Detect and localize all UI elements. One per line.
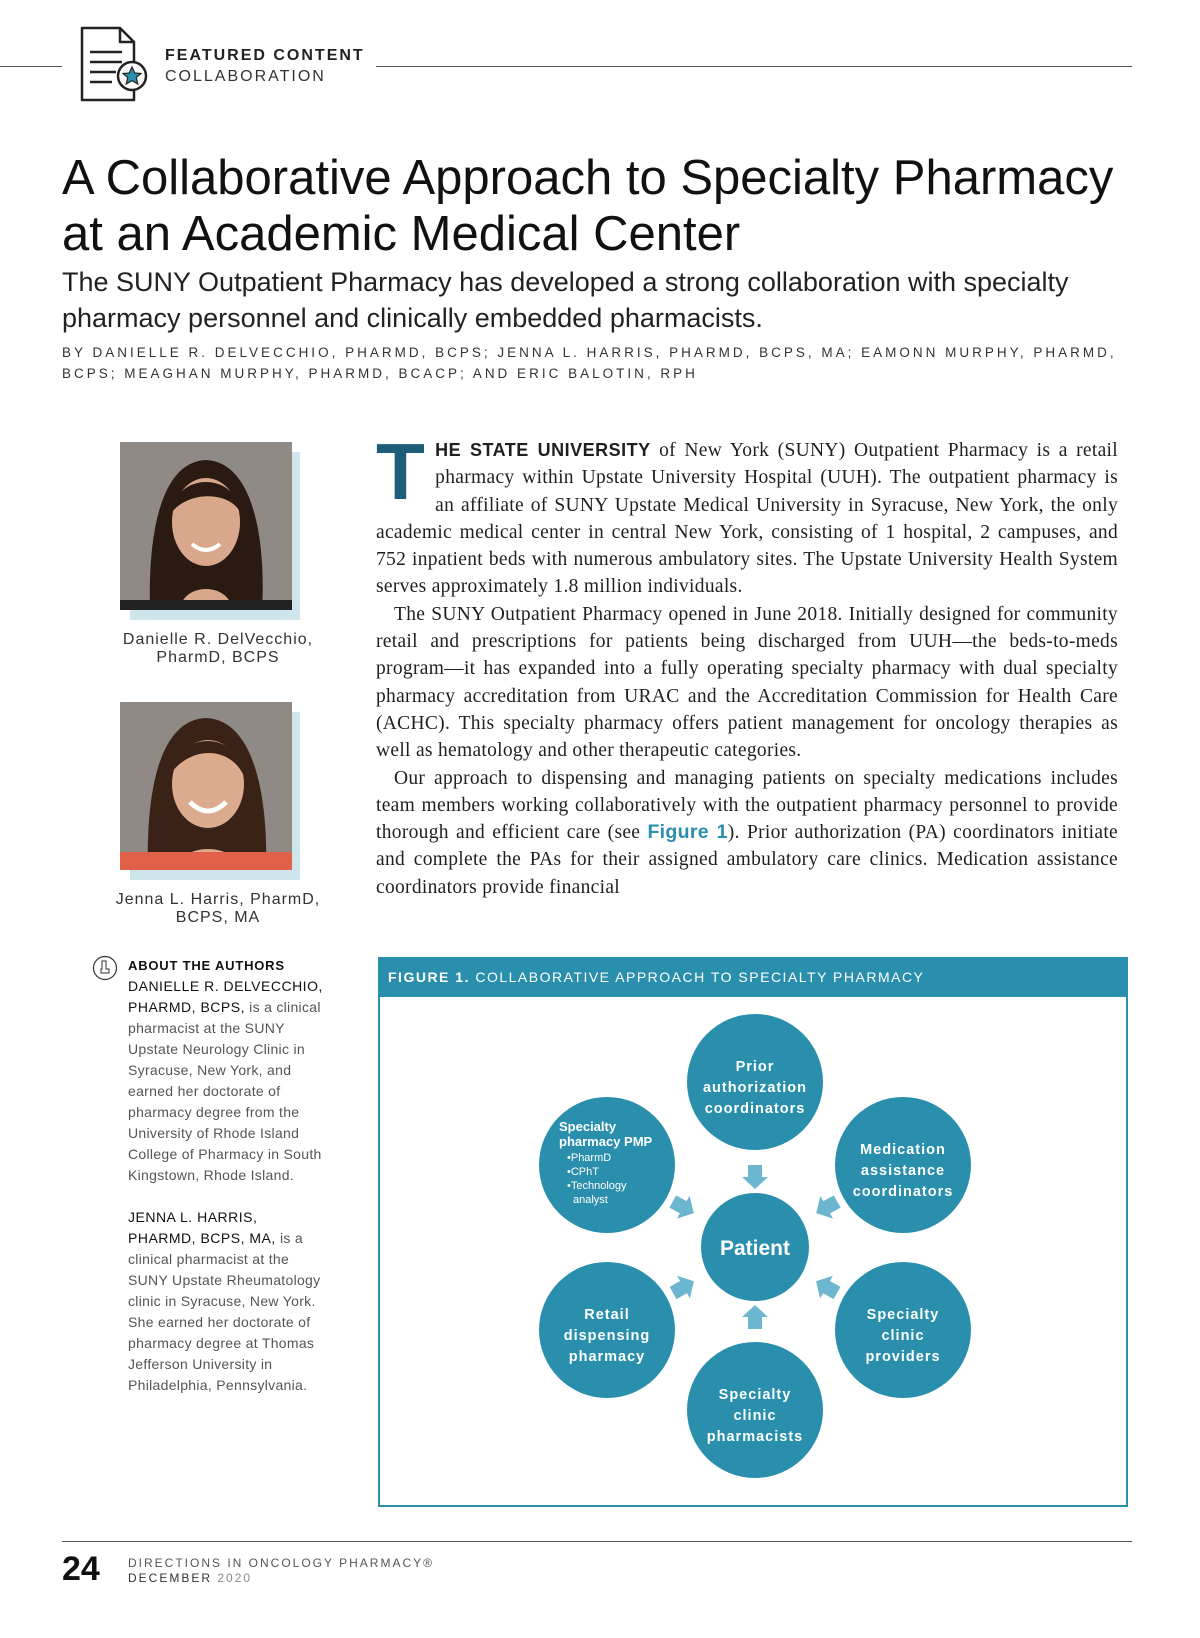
role-label: authorization [702, 1080, 808, 1096]
role-label: pharmacy PMP [559, 1134, 653, 1149]
byline: BY DANIELLE R. DELVECCHIO, PHARMD, BCPS; JENNA L. HARRIS, PHARMD, BCPS, MA; EAMONN MURPHY, PHARMD, BCPS; MEAGHAN MURPHY, PHARMD, BCACP; AND ERIC BALOTIN, RPH [62, 345, 1117, 381]
figure-header [380, 959, 1126, 997]
issue-date: DECEMBER 2020 [128, 1571, 253, 1585]
figure-label: FIGURE 1. [388, 969, 470, 985]
author-bio-1 [128, 976, 328, 1186]
bio-text: is a clinical pharmacist at the SUNY Upstate Rheumatology clinic in Syracuse, New York. She earned her doctorate of pharmacy degree at Thomas Jefferson University in Philadelphia, Pennsylvania. [128, 1230, 321, 1393]
publication-name: DIRECTIONS IN ONCOLOGY PHARMACY® [128, 1556, 434, 1570]
arrow-to-patient [666, 1190, 700, 1224]
role-label: dispensing [563, 1328, 651, 1344]
author-photo-frame [120, 702, 300, 870]
author-photo-harris [120, 702, 292, 870]
collaboration-diagram [380, 997, 1126, 1505]
role-label: clinic [733, 1408, 777, 1424]
role-label: pharmacists [706, 1429, 804, 1445]
author-bio-2 [128, 1207, 328, 1396]
drop-cap: T [376, 427, 426, 516]
role-label: coordinators [704, 1101, 806, 1117]
arrow-to-patient [742, 1165, 768, 1189]
role-label: providers [865, 1349, 941, 1365]
arrow-to-patient [810, 1270, 844, 1304]
section-label: FEATURED CONTENT [165, 47, 365, 64]
header-rule-left [0, 66, 62, 67]
paragraph: Our approach to dispensing and managing patients on specialty medications includes team members working collaboratively with the outpatient pharmacy personnel to provide thorough and efficient care (see Figure 1). Prior authorization (PA) coordinators initiate and complete the PAs for their assigned ambulatory care clinics. Medication assistance coordinators provide financial [376, 767, 1119, 898]
role-label: coordinators [852, 1184, 954, 1200]
author-photo-frame [120, 442, 300, 610]
bio-name: JENNA L. HARRIS, PHARMD, BCPS, MA, [128, 1209, 276, 1246]
header-rule-right [376, 66, 1132, 67]
role-label: Prior [735, 1059, 775, 1075]
topic-label: COLLABORATION [165, 68, 326, 85]
arrow-to-patient [742, 1305, 768, 1329]
role-bullet: •PharmD [567, 1152, 612, 1164]
role-label: Retail [584, 1307, 630, 1323]
role-label: Specialty [559, 1119, 617, 1134]
role-label: Specialty [718, 1387, 792, 1403]
featured-document-icon [76, 26, 156, 106]
about-authors [128, 955, 328, 1417]
figure-title: COLLABORATIVE APPROACH TO SPECIALTY PHARMACY [475, 969, 925, 985]
role-label: Medication [860, 1142, 946, 1158]
author-photo-delvecchio [120, 442, 292, 610]
figure-1 [378, 957, 1128, 1507]
figure-1-link[interactable]: Figure 1 [647, 821, 728, 844]
author-caption-2: Jenna L. Harris, PharmD, BCPS, MA [115, 891, 321, 926]
patient-label: Patient [719, 1237, 791, 1260]
role-bullet: •CPhT [567, 1166, 599, 1178]
article-title: A Collaborative Approach to Specialty Pharmacy at an Academic Medical Center [62, 151, 1114, 261]
role-label: clinic [881, 1328, 925, 1344]
article-body [376, 427, 1119, 901]
paragraph: The SUNY Outpatient Pharmacy opened in June 2018. Initially designed for community retail and prescriptions for patients being discharged from UUH—the beds-to-meds program—it has expanded into a fully operating specialty pharmacy with dual specialty pharmacy accreditation from URAC and the Accreditation Commission for Health Care (ACHC). This specialty pharmacy offers patient management for oncology therapies as well as hematology and other therapeutic categories. [376, 603, 1118, 762]
arrow-to-patient [667, 1270, 701, 1304]
role-circle [539, 1097, 675, 1233]
role-bullet: •Technology [567, 1180, 627, 1192]
page-number: 24 [62, 1550, 100, 1588]
bio-text: is a clinical pharmacist at the SUNY Upstate Neurology Clinic in Syracuse, New York, and earned her doctorate of pharmacy degree from the University of Rhode Island College of Pharmacy in South Kingstown, Rhode Island. [128, 999, 322, 1183]
pen-hand-icon [92, 955, 118, 981]
arrow-to-patient [810, 1190, 844, 1224]
lead-in: HE STATE UNIVERSITY [435, 440, 651, 460]
author-caption-1: Danielle R. DelVecchio, PharmD, BCPS [122, 631, 314, 666]
article-subtitle: The SUNY Outpatient Pharmacy has developed a strong collaboration with specialty pharmacy personnel and clinically embedded pharmacists. [62, 267, 1069, 333]
role-bullet: analyst [573, 1194, 608, 1206]
role-label: Specialty [866, 1307, 940, 1323]
role-label: assistance [860, 1163, 946, 1179]
paragraph: THE STATE UNIVERSITY of New York (SUNY) Outpatient Pharmacy is a retail pharmacy within Upstate University Hospital (UUH). The outpatient pharmacy is an affiliate of SUNY Upstate Medical University in Syracuse, New York, the only academic medical center in central New York, consisting of 1 hospital, 2 campuses, and 752 inpatient beds with numerous ambulatory sites. The Upstate University Health System serves approximately 1.8 million individuals. [376, 427, 1118, 598]
about-heading: ABOUT THE AUTHORS [128, 958, 285, 973]
role-label: pharmacy [568, 1349, 646, 1365]
footer-rule [62, 1541, 1132, 1542]
bio-name: DANIELLE R. DELVECCHIO, PHARMD, BCPS, [128, 978, 323, 1015]
